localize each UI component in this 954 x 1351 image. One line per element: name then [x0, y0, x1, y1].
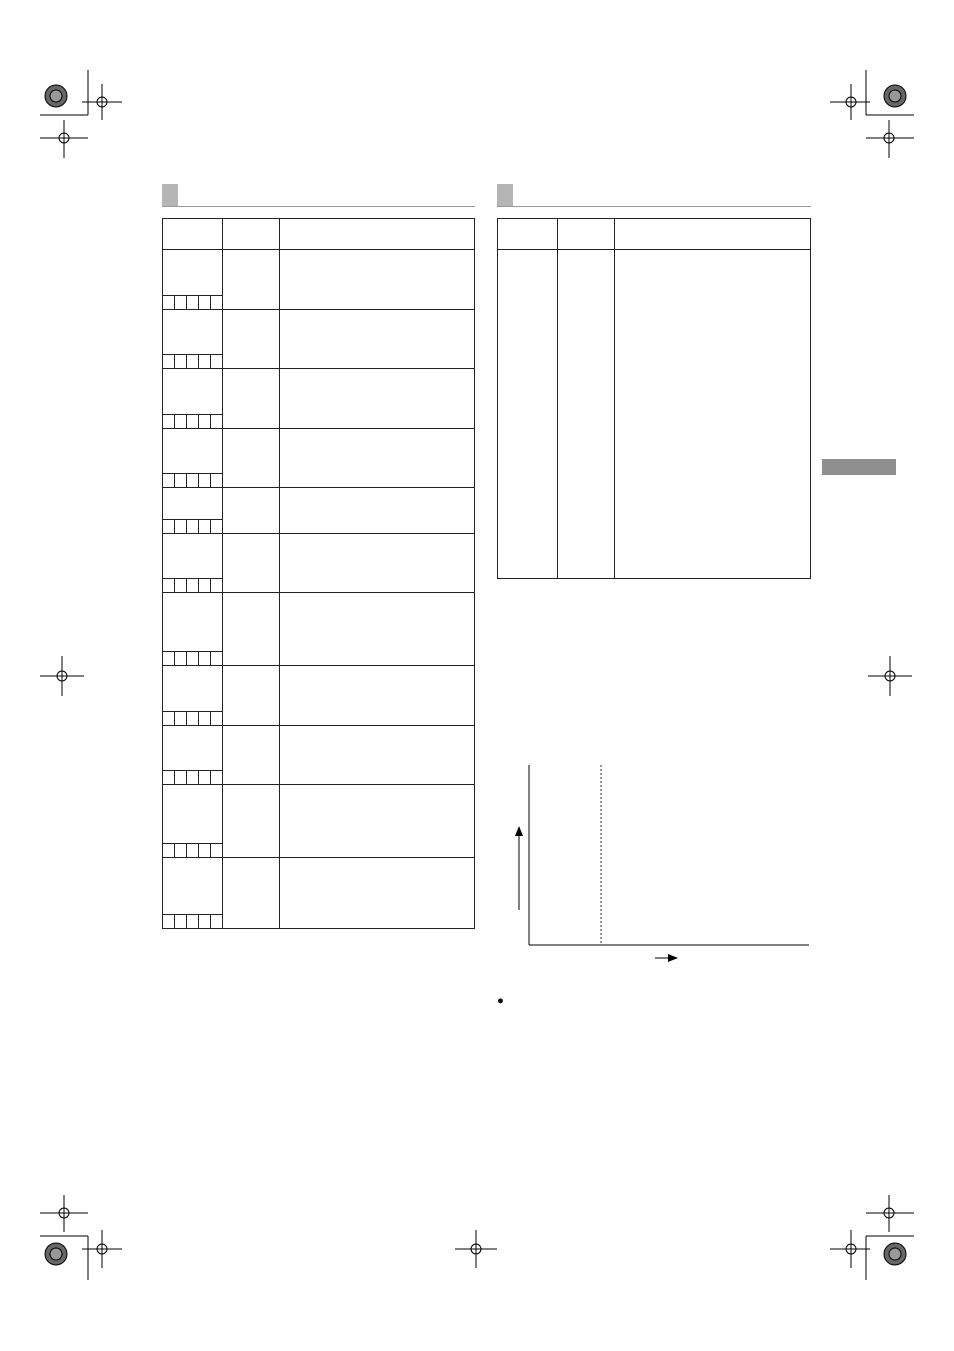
- flag-s: [163, 711, 175, 725]
- range-values: [223, 858, 279, 860]
- item-name: [498, 250, 557, 252]
- flag-r: [211, 914, 223, 928]
- remark-text: [280, 429, 474, 430]
- flag-r: [211, 578, 223, 592]
- item-name: [163, 534, 222, 536]
- flag-s: [163, 914, 175, 928]
- remark-text: [280, 593, 474, 594]
- flag-s: [163, 843, 175, 857]
- remark-text: [280, 666, 474, 667]
- range-values: [223, 429, 279, 431]
- flag-f: [199, 651, 211, 665]
- flag-r: [211, 354, 223, 368]
- flag-s: [163, 414, 175, 428]
- data-saved-flags: [163, 914, 223, 928]
- range-values: [223, 593, 279, 595]
- flag-f: [199, 711, 211, 725]
- flag-f: [199, 295, 211, 309]
- flag-c: [175, 295, 187, 309]
- col-header-range: [222, 219, 279, 250]
- range-values: [223, 250, 279, 252]
- flag-f: [199, 843, 211, 857]
- flag-u: [187, 295, 199, 309]
- data-saved-flags: [163, 295, 223, 309]
- item-name: [163, 250, 222, 252]
- table-row: [163, 534, 475, 593]
- flag-u: [187, 843, 199, 857]
- flag-c: [175, 711, 187, 725]
- range-values: [223, 726, 279, 728]
- flag-s: [163, 354, 175, 368]
- flag-c: [175, 914, 187, 928]
- flag-s: [163, 295, 175, 309]
- range-values: [223, 488, 279, 490]
- flag-r: [211, 770, 223, 784]
- flag-c: [175, 519, 187, 533]
- flag-u: [187, 770, 199, 784]
- range-values: [558, 250, 614, 252]
- recommendation-note: [497, 993, 811, 1009]
- remark-text: [280, 250, 474, 251]
- remark-text: [280, 534, 474, 535]
- table-row: [163, 310, 475, 369]
- data-saved-flags: [163, 711, 223, 725]
- section-title-knee-level: [162, 184, 475, 207]
- range-values: [223, 369, 279, 371]
- flag-r: [211, 473, 223, 487]
- flag-u: [187, 414, 199, 428]
- gamma-mode-remarks: [615, 250, 810, 251]
- item-name: [163, 858, 222, 860]
- item-name: [163, 429, 222, 431]
- remark-text: [280, 369, 474, 370]
- data-saved-flags: [163, 770, 223, 784]
- col-header-items: [163, 219, 223, 250]
- xlabel-arrow: [655, 954, 678, 962]
- flag-s: [163, 651, 175, 665]
- flag-c: [175, 354, 187, 368]
- flag-f: [199, 770, 211, 784]
- flag-f: [199, 519, 211, 533]
- flag-s: [163, 473, 175, 487]
- data-saved-flags: [163, 578, 223, 592]
- flag-c: [175, 843, 187, 857]
- col-header-items: [498, 219, 558, 250]
- table-row: [163, 858, 475, 929]
- gamma-curve-chart: [497, 760, 811, 975]
- flag-s: [163, 578, 175, 592]
- flag-c: [175, 473, 187, 487]
- item-name: [163, 488, 222, 490]
- item-name: [163, 666, 222, 668]
- data-saved-flags: [163, 519, 223, 533]
- table-row-gamma-mode-sel: [498, 250, 811, 579]
- flag-c: [175, 414, 187, 428]
- section-title-gamma: [497, 184, 811, 207]
- flag-r: [211, 519, 223, 533]
- bullet-dot: ●: [497, 995, 504, 1007]
- data-saved-flags: [163, 473, 223, 487]
- table-row: [163, 429, 475, 488]
- flag-u: [187, 651, 199, 665]
- table-row: [163, 369, 475, 429]
- data-saved-flags: [163, 354, 223, 368]
- item-name: [163, 593, 222, 595]
- flag-u: [187, 519, 199, 533]
- ylabel-arrow: [515, 826, 523, 910]
- flag-f: [199, 914, 211, 928]
- menu-side-tab: [822, 459, 896, 475]
- item-name: [163, 726, 222, 728]
- flag-r: [211, 295, 223, 309]
- table-row: [163, 666, 475, 726]
- flag-u: [187, 914, 199, 928]
- table-row: [163, 593, 475, 666]
- col-header-range: [557, 219, 614, 250]
- col-header-remarks: [279, 219, 474, 250]
- flag-u: [187, 711, 199, 725]
- flag-f: [199, 578, 211, 592]
- data-saved-flags: [163, 843, 223, 857]
- flag-c: [175, 578, 187, 592]
- col-header-remarks: [614, 219, 810, 250]
- table-row: [163, 785, 475, 858]
- remark-text: [280, 726, 474, 727]
- flag-s: [163, 770, 175, 784]
- range-values: [223, 534, 279, 536]
- table-row: [163, 488, 475, 534]
- data-saved-flags: [163, 414, 223, 428]
- flag-u: [187, 473, 199, 487]
- flag-f: [199, 354, 211, 368]
- item-name: [163, 369, 222, 371]
- item-name: [163, 310, 222, 312]
- remark-text: [280, 785, 474, 786]
- flag-r: [211, 843, 223, 857]
- flag-s: [163, 519, 175, 533]
- table-row: [163, 726, 475, 785]
- flag-r: [211, 414, 223, 428]
- table-row: [163, 250, 475, 310]
- gamma-table: [497, 218, 811, 579]
- section-marker: [497, 184, 513, 206]
- knee-level-table: [162, 218, 475, 929]
- flag-u: [187, 578, 199, 592]
- flag-r: [211, 711, 223, 725]
- flag-r: [211, 651, 223, 665]
- data-saved-flags: [163, 651, 223, 665]
- flag-u: [187, 354, 199, 368]
- range-values: [223, 666, 279, 668]
- flag-c: [175, 770, 187, 784]
- remark-text: [280, 488, 474, 489]
- remark-text: [280, 858, 474, 859]
- flag-f: [199, 473, 211, 487]
- remark-text: [280, 310, 474, 311]
- range-values: [223, 310, 279, 312]
- flag-c: [175, 651, 187, 665]
- flag-f: [199, 414, 211, 428]
- item-name: [163, 785, 222, 787]
- range-values: [223, 785, 279, 787]
- section-marker: [162, 184, 178, 206]
